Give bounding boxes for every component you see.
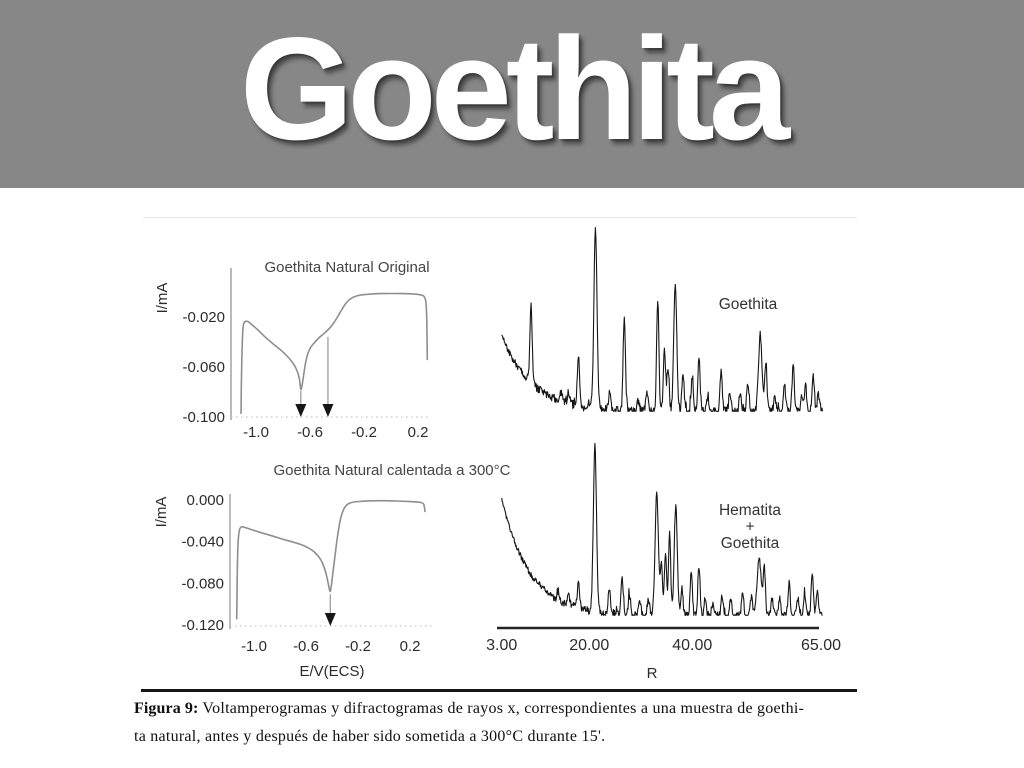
slide-title: Goethita (239, 7, 785, 170)
y-tick-label: -0.120 (181, 617, 224, 635)
caption-line-2: ta natural, antes y después de haber sido sometida a 300°C durante 15'. (134, 727, 606, 745)
x-tick-label: 0.2 (399, 638, 421, 655)
x-tick-label: -0.6 (297, 424, 323, 441)
y-axis-label: I/mA (154, 282, 171, 314)
x-tick-label: 40.00 (672, 637, 713, 654)
chart-title: Goethita Natural Original (264, 259, 430, 276)
chart-title: Goethita Natural calentada a 300°C (273, 462, 511, 479)
y-tick-label: -0.100 (182, 409, 225, 426)
peak-arrow-head (322, 404, 333, 417)
y-tick-label: -0.060 (182, 359, 225, 376)
y-tick-label: -0.020 (182, 309, 225, 326)
phase-annotation: Goethita (720, 535, 780, 552)
voltammogram-original (154, 259, 431, 441)
x-tick-label: -0.6 (293, 638, 319, 655)
y-tick-label: 0.000 (186, 492, 224, 509)
x-tick-label: -1.0 (241, 638, 267, 655)
x-tick-label: -1.0 (243, 424, 269, 441)
peak-arrow-head (325, 613, 336, 626)
xrd-goethita (502, 228, 823, 412)
x-tick-label: -0.2 (345, 638, 371, 655)
x-axis-label: R (646, 665, 658, 682)
caption-text-1: Voltamperogramas y difractogramas de rayos x, correspondientes a una muestra de goethi- (202, 699, 805, 717)
x-axis-label: E/V(ECS) (299, 663, 365, 680)
phase-annotation: Hematita (718, 502, 782, 519)
caption-rule (141, 689, 857, 692)
x-tick-label: -0.2 (351, 424, 377, 441)
peak-arrow-head (295, 404, 306, 417)
phase-annotation: Goethita (718, 296, 778, 313)
x-tick-label: 20.00 (569, 637, 610, 654)
caption-line-1 (134, 698, 864, 720)
y-tick-label: -0.040 (181, 533, 224, 551)
y-axis-label: I/mA (153, 496, 170, 528)
figure-caption (134, 689, 864, 748)
diffractogram-trace (502, 443, 823, 615)
xrd-hematita-goethita (486, 443, 841, 682)
y-tick-label: -0.080 (181, 575, 224, 593)
x-tick-label: 0.2 (407, 424, 429, 441)
x-tick-label: 3.00 (486, 637, 518, 654)
voltammogram-calentada (153, 462, 511, 680)
voltammogram-curve (241, 294, 427, 414)
caption-figure-label: Figura 9: (134, 699, 199, 717)
x-tick-label: 65.00 (800, 637, 842, 654)
diffractogram-trace (502, 228, 823, 412)
phase-annotation: + (745, 518, 755, 536)
